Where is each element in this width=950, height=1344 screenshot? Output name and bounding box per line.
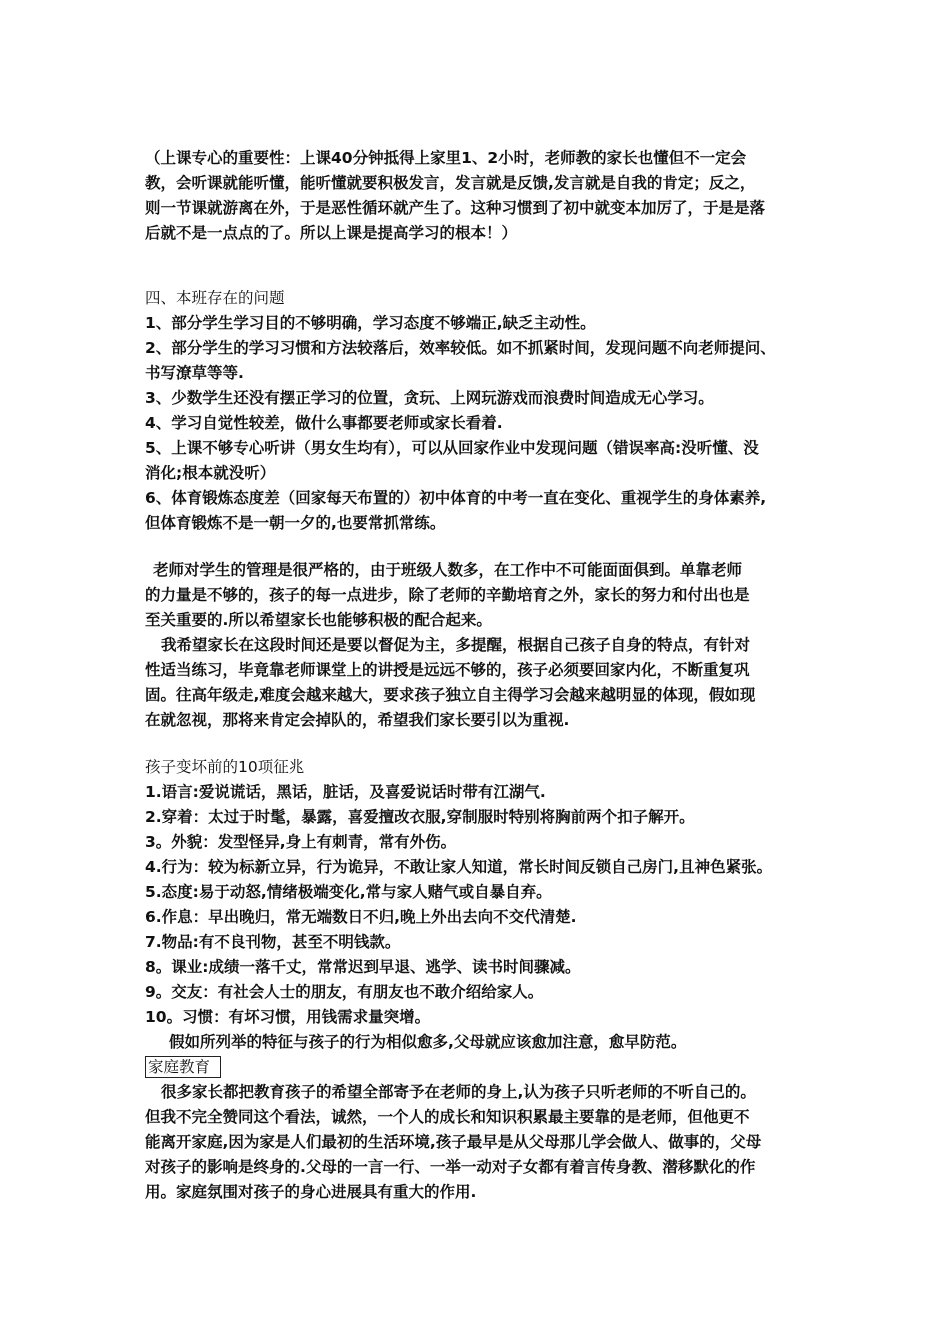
section-title: 孩子变坏前的10项征兆 (145, 758, 305, 776)
text-line: 性适当练习，毕竟靠老师课堂上的讲授是远远不够的，孩子必须要回家内化，不断重复巩 (145, 661, 750, 679)
list-item: 4.行为：较为标新立异，行为诡异，不敢让家人知道，常长时间反锁自己房门,且神色紧张。 (145, 858, 773, 876)
text-line: 在就忽视，那将来肯定会掉队的，希望我们家长要引以为重视. (145, 711, 570, 729)
text-line: 但我不完全赞同这个看法，诚然，一个人的成长和知识积累最主要靠的是老师，但他更不 (145, 1108, 750, 1126)
text-line: 能离开家庭,因为家是人们最初的生活环境,孩子最早是从父母那儿学会做人、做事的，父母 (145, 1133, 762, 1151)
teacher-paragraph (145, 558, 815, 633)
text-line: 固。往高年级走,难度会越来越大，要求孩子独立自主得学习会越来越明显的体现，假如现 (145, 686, 756, 704)
family-education-heading: 家庭教育 (145, 1056, 221, 1078)
list-item: 8。课业:成绩一落千丈，常常迟到早退、逃学、读书时间骤减。 (145, 958, 581, 976)
list-item: 2.穿着：太过于时髦，暴露，喜爱擅改衣服,穿制服时特别将胸前两个扣子解开。 (145, 808, 695, 826)
text-line: 至关重要的.所以希望家长也能够积极的配合起来。 (145, 611, 492, 629)
section-title: 四、本班存在的问题 (145, 289, 285, 307)
conclusion-text: 假如所列举的特征与孩子的行为相似愈多,父母就应该愈加注意，愈早防范。 (169, 1033, 687, 1051)
list-item: 但体育锻炼不是一朝一夕的,也要常抓常练。 (145, 514, 446, 532)
parent-paragraph (145, 633, 815, 733)
list-item: 7.物品:有不良刊物，甚至不明钱款。 (145, 933, 401, 951)
list-item: 9。交友：有社会人士的朋友，有朋友也不敢介绍给家人。 (145, 983, 544, 1001)
list-item: 2、部分学生的学习习惯和方法较落后，效率较低。如不抓紧时间，发现问题不向老师提问、 (145, 339, 776, 357)
list-item: 5、上课不够专心听讲（男女生均有），可以从回家作业中发现问题（错误率高:没听懂、没 (145, 439, 759, 457)
warning-signs-section (145, 755, 815, 1055)
text-line: 对孩子的影响是终身的.父母的一言一行、一举一动对子女都有着言传身教、潜移默化的作 (145, 1158, 756, 1176)
text-line: 用。家庭氛围对孩子的身心进展具有重大的作用. (145, 1183, 477, 1201)
list-item: 6.作息：早出晚归，常无端数日不归,晚上外出去向不交代清楚. (145, 908, 577, 926)
text-line: 后就不是一点点的了。所以上课是提高学习的根本！） (145, 224, 518, 242)
text-line: 老师对学生的管理是很严格的，由于班级人数多，在工作中不可能面面俱到。单靠老师 (153, 561, 743, 579)
document-page (145, 146, 815, 1205)
section-problems (145, 286, 815, 536)
intro-paragraph (145, 146, 815, 246)
list-item: 4、学习自觉性较差，做什么事都要老师或家长看着. (145, 414, 503, 432)
list-item: 5.态度:易于动怒,情绪极端变化,常与家人赌气或自暴自弃。 (145, 883, 552, 901)
family-education-section (145, 1055, 815, 1205)
text-line: 教，会听课就能听懂，能听懂就要积极发言，发言就是反馈,发言就是自我的肯定；反之， (145, 174, 756, 192)
list-item: 1、部分学生学习目的不够明确，学习态度不够端正,缺乏主动性。 (145, 314, 596, 332)
list-item: 10。习惯：有坏习惯，用钱需求量突增。 (145, 1008, 431, 1026)
text-line: 则一节课就游离在外，于是恶性循环就产生了。这种习惯到了初中就变本加厉了，于是是落 (145, 199, 766, 217)
text-line: 我希望家长在这段时间还是要以督促为主，多提醒，根据自己孩子自身的特点，有针对 (161, 636, 751, 654)
list-item: 消化;根本就没听） (145, 464, 276, 482)
text-line: （上课专心的重要性：上课40分钟抵得上家里1、2小时，老师教的家长也懂但不一定会 (145, 149, 747, 167)
list-item: 3。外貌：发型怪异,身上有刺青，常有外伤。 (145, 833, 457, 851)
text-line: 很多家长都把教育孩子的希望全部寄予在老师的身上,认为孩子只听老师的不听自己的。 (161, 1083, 756, 1101)
list-item: 3、少数学生还没有摆正学习的位置，贪玩、上网玩游戏而浪费时间造成无心学习。 (145, 389, 714, 407)
text-line: 的力量是不够的，孩子的每一点进步，除了老师的辛勤培育之外，家长的努力和付出也是 (145, 586, 750, 604)
list-item: 书写潦草等等. (145, 364, 244, 382)
list-item: 1.语言:爱说谎话，黑话，脏话，及喜爱说话时带有江湖气. (145, 783, 546, 801)
list-item: 6、体育锻炼态度差（回家每天布置的）初中体育的中考一直在变化、重视学生的身体素养, (145, 489, 767, 507)
